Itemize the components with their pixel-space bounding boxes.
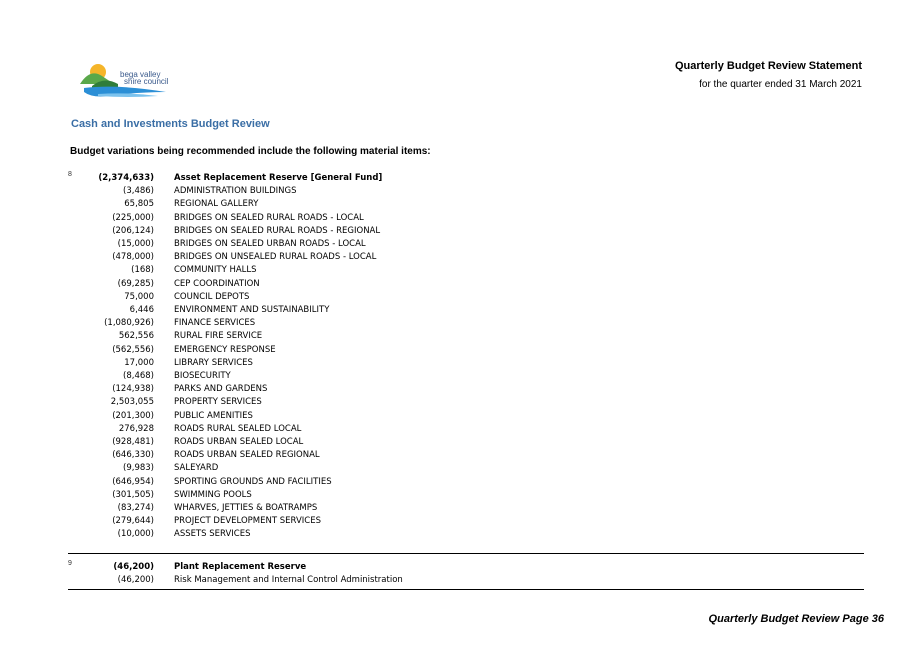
variation-label: BRIDGES ON UNSEALED RURAL ROADS - LOCAL bbox=[174, 252, 377, 263]
variation-row bbox=[68, 344, 864, 357]
variation-row bbox=[68, 462, 864, 475]
variation-amount: 65,805 bbox=[124, 199, 154, 210]
variation-label: EMERGENCY RESPONSE bbox=[174, 344, 276, 355]
variation-row bbox=[68, 225, 864, 238]
variation-row bbox=[68, 357, 864, 370]
variation-row bbox=[68, 330, 864, 343]
variation-amount: (201,300) bbox=[112, 410, 154, 421]
variation-label: BRIDGES ON SEALED URBAN ROADS - LOCAL bbox=[174, 239, 366, 249]
group-number: 8 bbox=[68, 171, 72, 178]
variation-row bbox=[68, 317, 864, 330]
variation-label: BRIDGES ON SEALED RURAL ROADS - LOCAL bbox=[174, 212, 364, 223]
variation-amount: (646,330) bbox=[112, 450, 154, 461]
variation-amount: (8,468) bbox=[123, 371, 154, 381]
variation-label: ADMINISTRATION BUILDINGS bbox=[174, 186, 297, 197]
variation-label: CEP COORDINATION bbox=[174, 278, 260, 289]
variation-group bbox=[68, 560, 864, 590]
variation-amount: (15,000) bbox=[117, 239, 154, 249]
variation-label: SALEYARD bbox=[174, 463, 219, 474]
variation-amount: (9,983) bbox=[123, 463, 154, 474]
group-total-row bbox=[68, 172, 864, 185]
variation-label: PARKS AND GARDENS bbox=[174, 384, 268, 395]
variation-amount: (46,200) bbox=[117, 575, 154, 586]
variation-row bbox=[68, 396, 864, 409]
variation-label: RURAL FIRE SERVICE bbox=[174, 331, 263, 342]
variation-amount: (1,080,926) bbox=[104, 318, 154, 329]
variation-row bbox=[68, 212, 864, 225]
variation-label: PROPERTY SERVICES bbox=[174, 397, 262, 408]
variation-label: ROADS RURAL SEALED LOCAL bbox=[174, 423, 302, 434]
variation-label: REGIONAL GALLERY bbox=[174, 199, 259, 210]
variation-row bbox=[68, 278, 864, 291]
variation-amount: (69,285) bbox=[117, 278, 154, 289]
variation-label: Risk Management and Internal Control Administration bbox=[174, 575, 403, 586]
variation-label: ROADS URBAN SEALED REGIONAL bbox=[174, 450, 320, 461]
variation-row bbox=[68, 528, 864, 541]
variation-amount: (83,274) bbox=[117, 503, 154, 513]
variation-amount: (124,938) bbox=[112, 384, 154, 395]
variation-label: ENVIRONMENT AND SUSTAINABILITY bbox=[174, 305, 330, 315]
section-divider bbox=[68, 553, 864, 554]
variation-amount: (206,124) bbox=[112, 225, 154, 236]
variation-row bbox=[68, 423, 864, 436]
variation-row bbox=[68, 574, 864, 587]
variation-label: PUBLIC AMENITIES bbox=[174, 410, 253, 421]
variation-amount: 6,446 bbox=[129, 305, 154, 315]
council-logo bbox=[78, 62, 188, 102]
section-heading: Cash and Investments Budget Review bbox=[71, 118, 270, 130]
page-footer: Quarterly Budget Review Page 36 bbox=[708, 613, 884, 625]
variation-label: Asset Replacement Reserve [General Fund] bbox=[174, 173, 383, 183]
variation-row bbox=[68, 238, 864, 251]
variation-row bbox=[68, 436, 864, 449]
variation-label: ASSETS SERVICES bbox=[174, 529, 251, 540]
group-number: 9 bbox=[68, 560, 72, 567]
report-subtitle: for the quarter ended 31 March 2021 bbox=[699, 79, 862, 90]
variation-amount: 276,928 bbox=[118, 423, 154, 434]
variation-amount: 17,000 bbox=[124, 357, 154, 368]
variation-row bbox=[68, 198, 864, 211]
intro-text: Budget variations being recommended include the following material items: bbox=[70, 146, 431, 157]
variation-amount: (928,481) bbox=[112, 437, 154, 447]
variation-label: LIBRARY SERVICES bbox=[174, 357, 253, 368]
variation-label: SWIMMING POOLS bbox=[174, 489, 252, 500]
variation-amount: (168) bbox=[131, 265, 154, 276]
variation-amount: 2,503,055 bbox=[110, 397, 154, 408]
variation-row bbox=[68, 291, 864, 304]
variation-row bbox=[68, 449, 864, 462]
variation-amount: (3,486) bbox=[123, 186, 154, 197]
variation-amount: 75,000 bbox=[124, 291, 154, 302]
variation-label: BRIDGES ON SEALED RURAL ROADS - REGIONAL bbox=[174, 225, 381, 236]
variation-label: COMMUNITY HALLS bbox=[174, 265, 257, 276]
logo-text-line2: shire council bbox=[124, 77, 169, 86]
variation-row bbox=[68, 383, 864, 396]
variation-amount: (46,200) bbox=[113, 562, 154, 572]
variation-row bbox=[68, 410, 864, 423]
variation-amount: (301,505) bbox=[112, 489, 154, 500]
variation-row bbox=[68, 489, 864, 502]
variation-label: FINANCE SERVICES bbox=[174, 318, 256, 329]
variation-amount: (225,000) bbox=[112, 212, 154, 223]
variation-amount: (2,374,633) bbox=[98, 173, 154, 183]
variation-amount: (646,954) bbox=[112, 476, 154, 487]
variation-row bbox=[68, 370, 864, 383]
variation-amount: (279,644) bbox=[112, 516, 154, 527]
variation-amount: (10,000) bbox=[117, 529, 154, 540]
variation-row bbox=[68, 185, 864, 198]
variation-label: Plant Replacement Reserve bbox=[174, 562, 307, 572]
variation-row bbox=[68, 304, 864, 317]
report-title: Quarterly Budget Review Statement bbox=[674, 60, 862, 72]
variation-label: SPORTING GROUNDS AND FACILITIES bbox=[174, 476, 332, 487]
section-divider bbox=[68, 589, 864, 590]
variation-label: PROJECT DEVELOPMENT SERVICES bbox=[174, 516, 321, 527]
variation-label: WHARVES, JETTIES & BOATRAMPS bbox=[174, 503, 318, 513]
variation-row bbox=[68, 476, 864, 489]
logo-text-line1: bega valley bbox=[120, 70, 161, 79]
variation-label: BIOSECURITY bbox=[174, 371, 231, 381]
variation-amount: (478,000) bbox=[112, 252, 154, 263]
variation-row bbox=[68, 251, 864, 264]
variation-group bbox=[68, 171, 864, 545]
variation-amount: (562,556) bbox=[112, 344, 154, 355]
variation-amount: 562,556 bbox=[118, 331, 154, 342]
variation-row bbox=[68, 515, 864, 528]
variation-row bbox=[68, 264, 864, 277]
variation-label: ROADS URBAN SEALED LOCAL bbox=[174, 437, 304, 447]
group-total-row bbox=[68, 561, 864, 574]
variation-row bbox=[68, 502, 864, 515]
variation-label: COUNCIL DEPOTS bbox=[174, 291, 250, 302]
